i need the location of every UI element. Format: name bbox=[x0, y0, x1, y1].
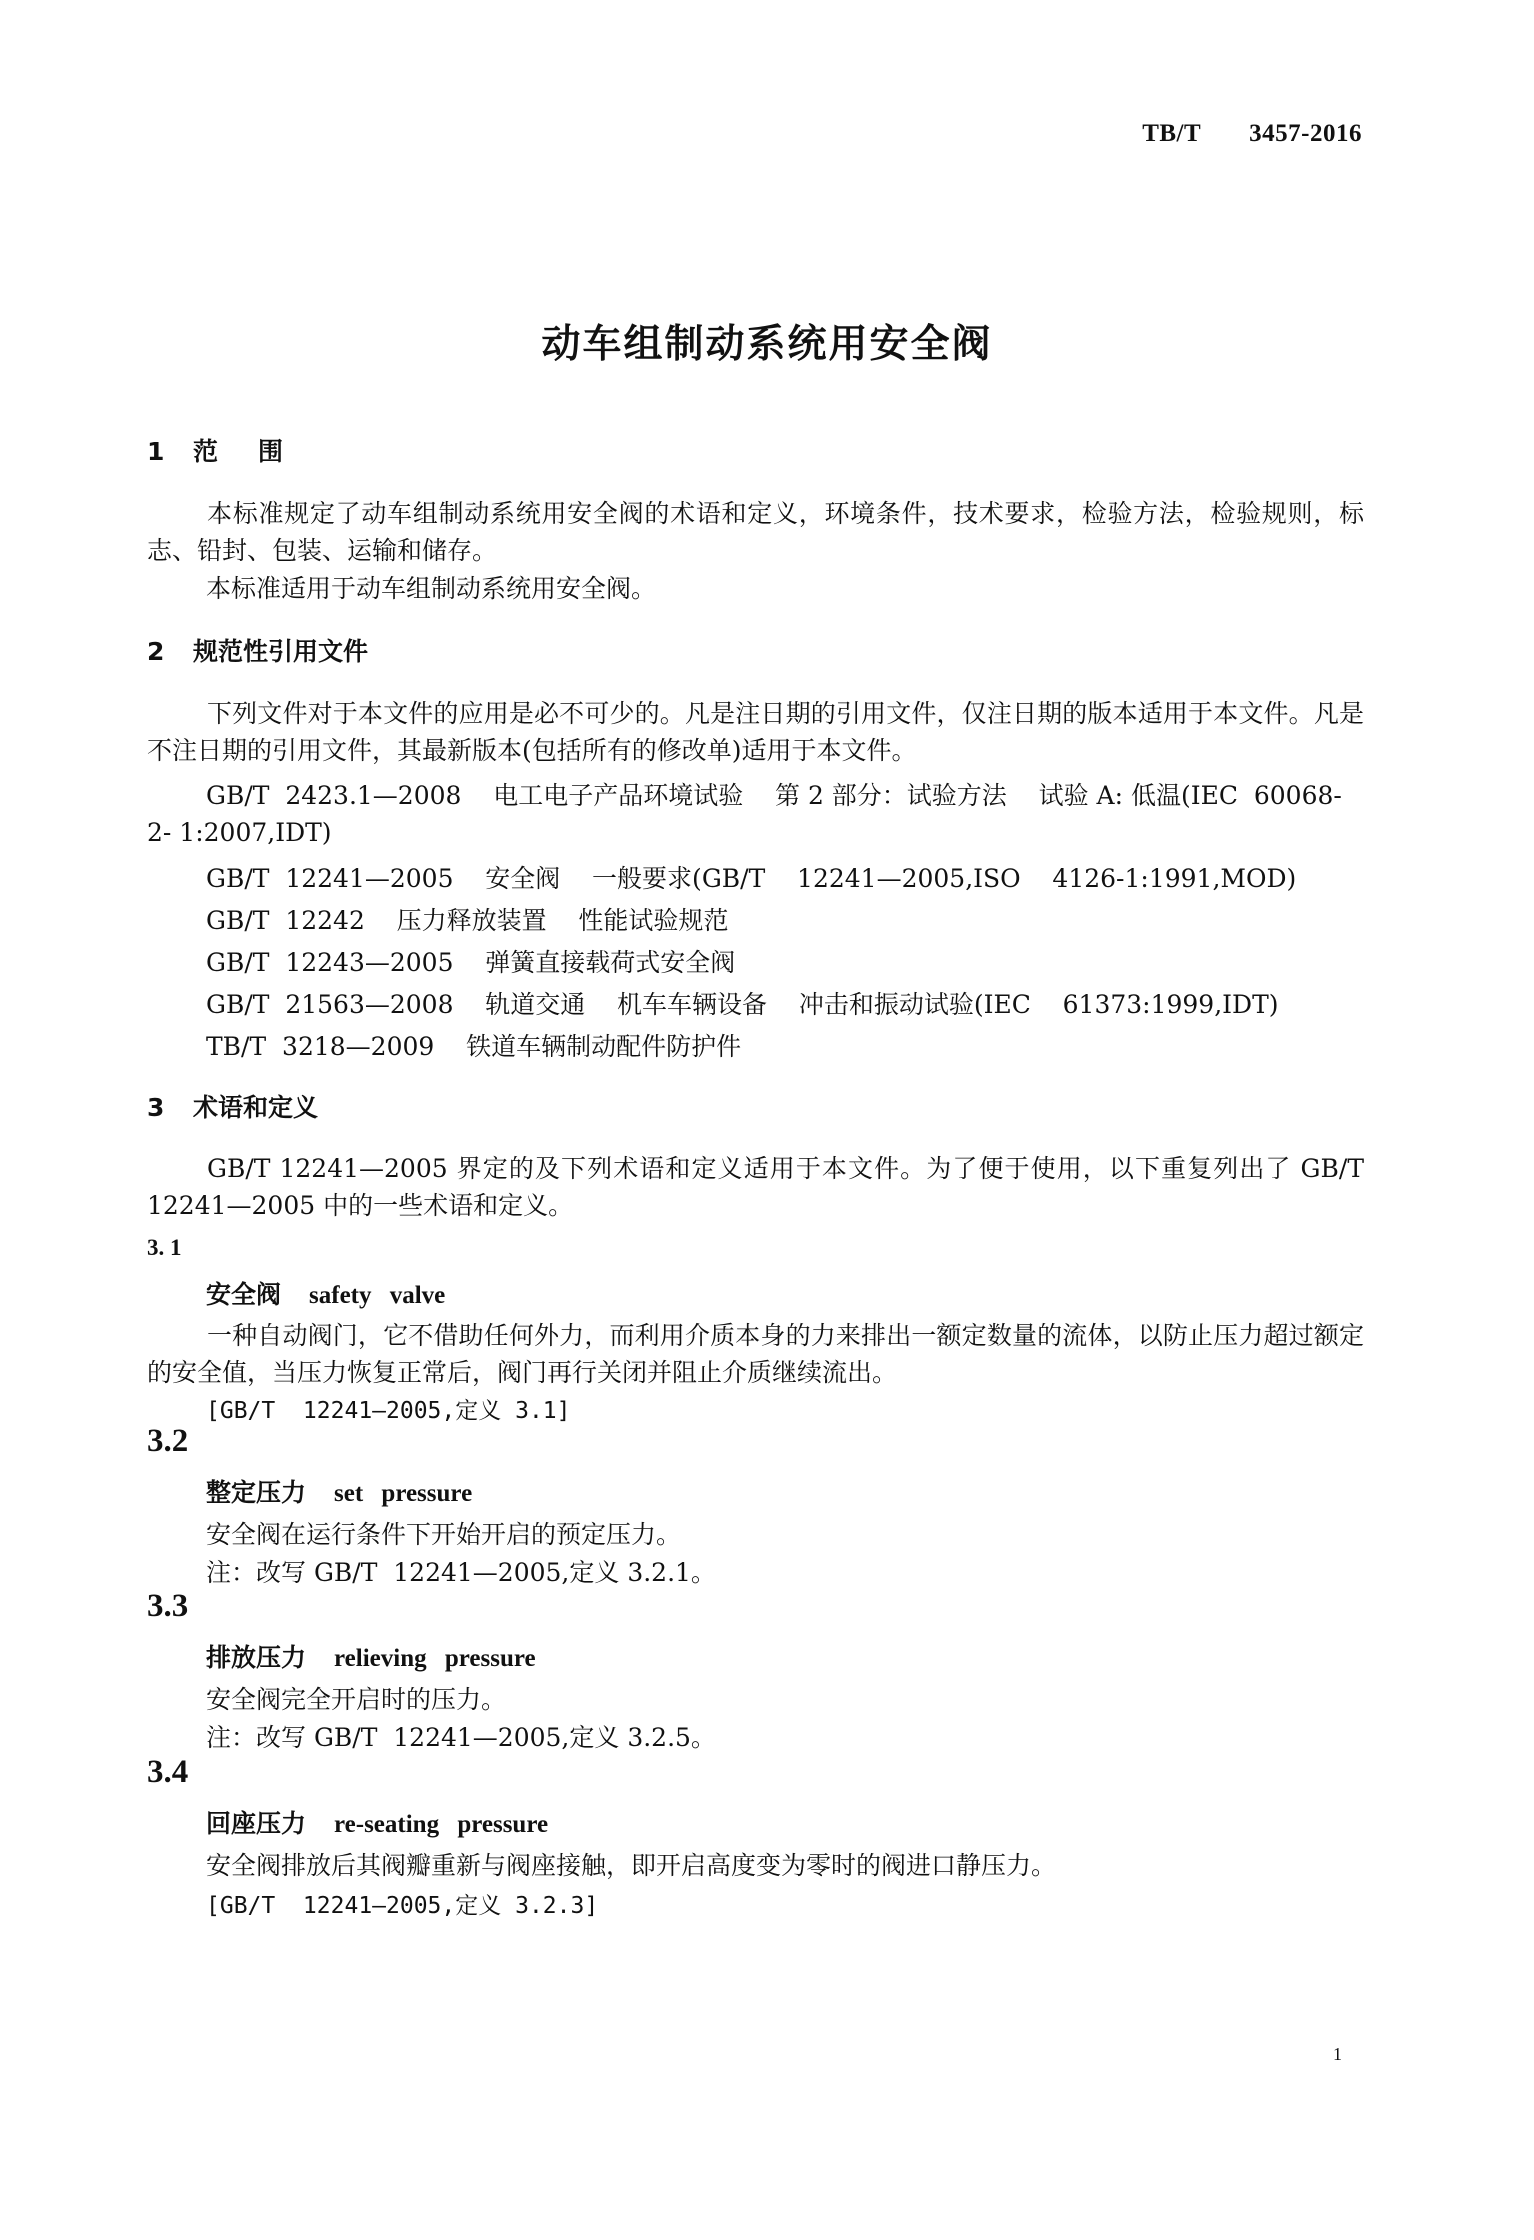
term-definition: 安全阀排放后其阀瓣重新与阀座接触，即开启高度变为零时的阀进口静压力。 bbox=[206, 1851, 1057, 1880]
section-number: 3 bbox=[147, 1093, 165, 1122]
term-en: safety valve bbox=[309, 1282, 446, 1309]
scope-paragraph-1: 本标准规定了动车组制动系统用安全阀的术语和定义，环境条件，技术要求，检验方法，检验规则，标志、铅封、包装、运输和储存。 bbox=[147, 499, 1364, 565]
page-number: 1 bbox=[1333, 2044, 1342, 2064]
term-heading bbox=[206, 1804, 548, 1840]
reference-item: GB/T 12243—2005 弹簧直接载荷式安全阀 bbox=[206, 948, 736, 977]
clause-number: 3.3 bbox=[147, 1588, 189, 1624]
section-heading-2 bbox=[147, 632, 368, 668]
term-heading bbox=[206, 1473, 472, 1509]
section-number: 2 bbox=[147, 637, 165, 666]
section-label: 术语和定义 bbox=[193, 1093, 319, 1122]
section-heading-1 bbox=[147, 432, 323, 468]
term-heading bbox=[206, 1638, 536, 1674]
term-source: [GB/T 12241—2005,定义 3.2.3] bbox=[206, 1893, 599, 1919]
reference-item: GB/T 21563—2008 轨道交通 机车车辆设备 冲击和振动试验(IEC 61373:1999,IDT) bbox=[206, 990, 1279, 1019]
reference-item: GB/T 2423.1—2008 电工电子产品环境试验 第 2 部分：试验方法 试验 A: 低温(IEC 60068- bbox=[206, 781, 1342, 810]
term-zh: 整定压力 bbox=[206, 1478, 307, 1507]
code-number: 3457-2016 bbox=[1249, 120, 1362, 147]
reference-item-continued: 2- 1:2007,IDT) bbox=[147, 818, 332, 847]
term-heading bbox=[206, 1275, 445, 1311]
term-zh: 回座压力 bbox=[206, 1809, 307, 1838]
reference-item: GB/T 12242 压力释放装置 性能试验规范 bbox=[206, 906, 729, 935]
term-en: set pressure bbox=[334, 1480, 473, 1507]
term-definition: 安全阀在运行条件下开始开启的预定压力。 bbox=[206, 1520, 682, 1549]
clause-number: 3.2 bbox=[147, 1423, 189, 1459]
term-definition: 安全阀完全开启时的压力。 bbox=[206, 1685, 507, 1714]
term-zh: 安全阀 bbox=[206, 1280, 282, 1309]
section-heading-3 bbox=[147, 1088, 318, 1124]
scope-paragraph-2: 本标准适用于动车组制动系统用安全阀。 bbox=[206, 574, 657, 603]
section-label: 规范性引用文件 bbox=[193, 637, 369, 666]
section-label: 范围 bbox=[193, 437, 324, 466]
references-intro: 下列文件对于本文件的应用是必不可少的。凡是注日期的引用文件，仅注日期的版本适用于本文件。凡是不注日期的引用文件，其最新版本(包括所有的修改单)适用于本文件。 bbox=[147, 699, 1364, 765]
reference-item: TB/T 3218—2009 铁道车辆制动配件防护件 bbox=[206, 1032, 742, 1061]
term-source: [GB/T 12241—2005,定义 3.1] bbox=[206, 1398, 571, 1424]
term-en: relieving pressure bbox=[334, 1645, 536, 1672]
term-note: 注：改写 GB/T 12241—2005,定义 3.2.1。 bbox=[206, 1558, 716, 1587]
section-number: 1 bbox=[147, 437, 165, 466]
term-en: re-seating pressure bbox=[334, 1811, 549, 1838]
term-definition: 一种自动阀门，它不借助任何外力，而利用介质本身的力来排出一额定数量的流体，以防止压力超过额定的安全值，当压力恢复正常后，阀门再行关闭并阻止介质继续流出。 bbox=[147, 1321, 1364, 1387]
clause-number: 3. 1 bbox=[147, 1235, 182, 1260]
clause-number: 3.4 bbox=[147, 1754, 189, 1790]
document-code bbox=[1142, 120, 1362, 148]
term-note: 注：改写 GB/T 12241—2005,定义 3.2.5。 bbox=[206, 1723, 716, 1752]
code-prefix: TB/T bbox=[1142, 120, 1202, 147]
reference-item: GB/T 12241—2005 安全阀 一般要求(GB/T 12241—2005,ISO 4126-1:1991,MOD) bbox=[206, 864, 1297, 893]
term-zh: 排放压力 bbox=[206, 1643, 307, 1672]
document-title: 动车组制动系统用安全阀 bbox=[541, 322, 993, 367]
terms-intro: GB/T 12241—2005 界定的及下列术语和定义适用于本文件。为了便于使用，以下重复列出了 GB/T 12241—2005 中的一些术语和定义。 bbox=[147, 1154, 1364, 1220]
